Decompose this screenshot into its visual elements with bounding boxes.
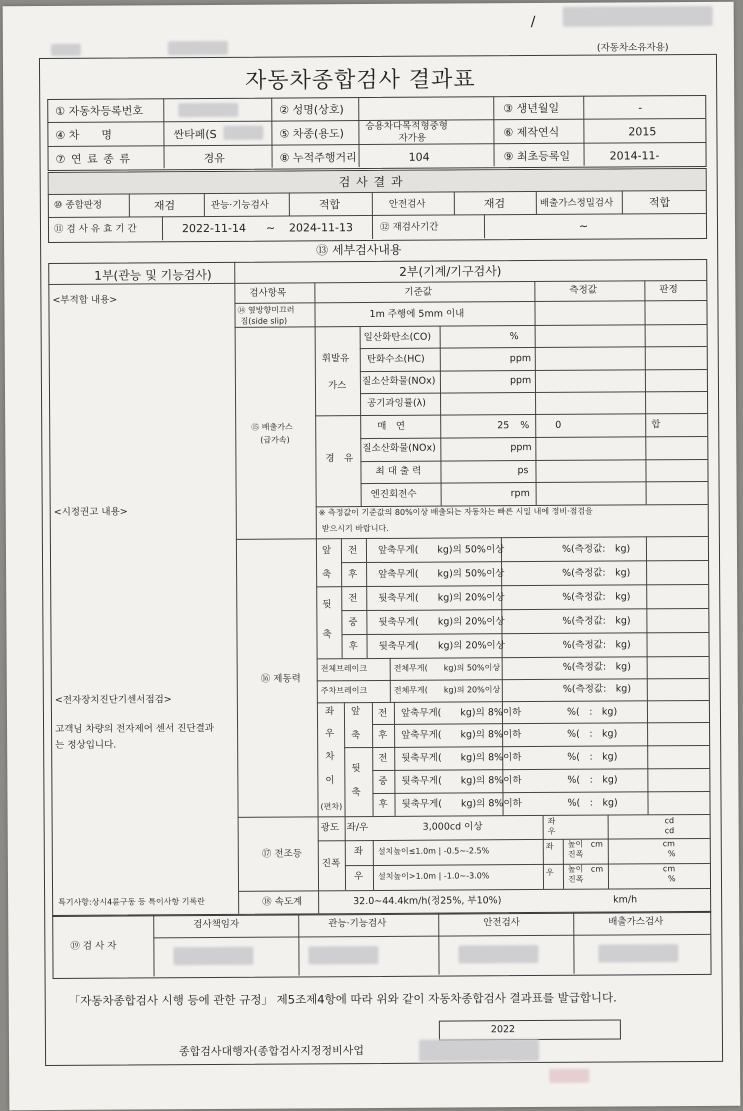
- brake-std-3: 뒷축무게( kg)의 20%이상: [378, 592, 505, 604]
- mileage-label: ⑧ 누적주행거리: [279, 151, 357, 165]
- gasoline-label-1: 휘발유: [321, 353, 350, 365]
- birth-label: ③ 생년월일: [503, 101, 560, 116]
- issue-year: 2022: [490, 1024, 516, 1036]
- headlamp-cm-2: cm: [590, 864, 604, 874]
- redacted-signature: [458, 945, 538, 963]
- emission-label-2: (급가속): [260, 435, 290, 445]
- brake-meas-2: %(측정값: kg): [562, 567, 631, 579]
- brake-pos-2: 후: [348, 569, 358, 581]
- brake-std-4: 뒷축무게( kg)의 20%이상: [378, 616, 505, 628]
- air-label: 공기과잉률(λ): [367, 397, 427, 410]
- headlamp-left: 좌: [353, 846, 364, 858]
- headlamp-cd-1: cd: [664, 816, 675, 826]
- result-header: 검 사 결 과: [338, 174, 404, 190]
- headlamp-lum: 광도: [320, 822, 340, 834]
- diff-pos-1: 전: [377, 707, 388, 719]
- brake-meas-4: %(측정값: kg): [562, 615, 631, 627]
- park-brake-label: 주차브레이크: [320, 686, 368, 696]
- first-reg-value: 2014-11-: [609, 149, 660, 163]
- diff-meas-2: %( : kg): [567, 728, 618, 740]
- inspection-result-document: [3, 2, 741, 1110]
- total-brake-label: 전체브레이크: [320, 664, 368, 674]
- diff-meas-3: %( : kg): [567, 751, 618, 763]
- nox2-unit: ppm: [510, 442, 532, 454]
- ecu-heading: <전자장치진단기센서점검>: [54, 694, 172, 706]
- diff-pos-3: 전: [378, 752, 388, 764]
- function-value: 적합: [318, 198, 341, 212]
- inspector-label: ⑲ 검 사 자: [70, 940, 117, 952]
- co-unit: %: [509, 331, 519, 343]
- headlamp-lum-std: 3,000cd 이상: [422, 821, 483, 833]
- overall-label: ⑩ 종합판정: [53, 199, 103, 211]
- nox1-unit: ppm: [509, 375, 532, 387]
- headlamp-std-left: 설치높이≤1.0m | -0.5~-2.5%: [377, 846, 490, 856]
- nonconform-heading: <부적합 내용>: [52, 294, 118, 306]
- smoke-judge: 합: [651, 419, 661, 431]
- total-brake-meas: %(측정값: kg): [562, 661, 631, 673]
- year-value: 2015: [628, 125, 657, 139]
- inspector-func: 관능·기능검사: [328, 917, 387, 930]
- headlamp-amp-1: 진폭: [567, 849, 584, 859]
- headlamp-std-right: 설치높이>1.0m | -1.0~-3.0%: [377, 871, 490, 881]
- valid-from: 2022-11-14: [181, 221, 246, 236]
- brake-pos-1: 전: [347, 545, 358, 557]
- total-brake-std: 전체무게( kg)의 50%이상: [393, 663, 501, 673]
- brake-meas-5: %(측정값: kg): [562, 639, 631, 651]
- brake-pos-3: 전: [348, 593, 358, 605]
- diff-pos-5: 후: [378, 798, 388, 810]
- redacted-reg-no: [178, 103, 238, 117]
- diff-std-1: 앞축무게( kg)의 8%이하: [400, 707, 522, 719]
- document-title: 자동차종합검사 결과표: [245, 67, 476, 94]
- speedo-std: 32.0~44.4km/h(정25%, 부10%): [353, 895, 502, 908]
- fuel-value: 경유: [203, 151, 225, 166]
- part1-title: 1부(관능 및 기능검사): [94, 267, 212, 283]
- emission-note-1: ※ 측정값이 기준값의 80%이상 배출되는 자동차는 빠른 시일 내에 정비·점검을: [318, 506, 593, 518]
- side-slip-label-2: 짐(side slip): [240, 316, 288, 326]
- emission-label-1: ⑮ 배출가스: [251, 422, 293, 432]
- headlamp-label: ⑰ 전조등: [261, 848, 302, 860]
- brake-rear-1: 뒷: [322, 599, 332, 611]
- brake-pos-5: 후: [348, 641, 358, 653]
- diff-std-2: 앞축무게( kg)의 8%이하: [401, 729, 522, 741]
- diff-meas-4: %( : kg): [567, 774, 618, 786]
- side-slip-std: 1m 주행에 5mm 이내: [369, 308, 465, 321]
- redacted-mark: [563, 6, 713, 27]
- redacted-model: [223, 126, 263, 140]
- smoke-unit: %: [520, 420, 530, 432]
- headlamp-lr-c: 좌: [545, 841, 554, 851]
- headlamp-lum-lr: 좌/우: [346, 822, 369, 834]
- headlamp-right: 우: [353, 871, 364, 883]
- headlamp-cm-3: cm: [662, 839, 675, 849]
- brake-std-2: 앞축무게( kg)의 50%이상: [378, 568, 505, 580]
- type-value-1: 승용차다목적형중형: [365, 120, 449, 133]
- recheck-value: ~: [578, 219, 589, 233]
- brake-rear-2: 축: [322, 629, 332, 641]
- redacted-signature: [308, 946, 378, 964]
- headlamp-amp-2: 진폭: [567, 874, 584, 884]
- valid-label: ⑪ 검 사 유 효 기 간: [53, 223, 137, 235]
- headlamp-cm-1: cm: [590, 839, 603, 849]
- inspector-lead: 검사책임자: [193, 918, 240, 931]
- brake-front-1: 앞: [321, 545, 332, 557]
- brake-std-1: 앞축무게( kg)의 50%이상: [377, 544, 505, 556]
- diff-front-2: 축: [351, 730, 361, 742]
- brake-label: ⑯ 제동력: [260, 673, 301, 685]
- smoke-label: 매 연: [377, 420, 406, 432]
- speedo-label: ⑱ 속도계: [262, 896, 303, 908]
- rpm-label: 엔진회전수: [370, 488, 417, 501]
- diff-pos-2: 후: [378, 729, 388, 741]
- col-item: 검사항목: [249, 287, 287, 299]
- redacted-issuer: [419, 1039, 539, 1062]
- redacted-signature: [598, 944, 678, 962]
- owner-note: (자동차소유자용): [596, 42, 669, 54]
- brake-front-2: 축: [322, 569, 332, 581]
- col-meas: 측정값: [569, 284, 597, 296]
- detail-header: ⑬ 세부검사내용: [316, 242, 402, 258]
- headlamp-dir: 진폭: [321, 858, 341, 870]
- park-brake-meas: %(측정값: kg): [562, 683, 632, 695]
- headlamp-lr-b: 우: [547, 826, 556, 836]
- birth-value: -: [638, 101, 643, 115]
- speedo-unit: km/h: [613, 894, 638, 906]
- valid-sep: ~: [265, 221, 276, 235]
- overall-value: 재검: [153, 199, 176, 213]
- power-unit: ps: [517, 465, 529, 477]
- diff-label-2: 우: [325, 728, 335, 740]
- name-label: ② 성명(상호): [279, 103, 344, 117]
- advice-heading: <시정권고 내용>: [53, 506, 128, 518]
- mileage-value: 104: [408, 150, 430, 164]
- diff-rear-1: 뒷: [351, 763, 361, 775]
- col-judge: 판정: [659, 284, 678, 296]
- park-brake-std: 전체무게( kg)의 20%이상: [393, 685, 501, 695]
- fuel-label: ⑦ 연 료 종 류: [55, 152, 131, 166]
- headlamp-pct-2: %: [667, 874, 676, 884]
- first-reg-label: ⑨ 최초등록일: [503, 149, 571, 164]
- col-std: 기준값: [404, 286, 432, 298]
- emission-note-2: 받으시기 바랍니다.: [321, 523, 389, 534]
- safety-value: 재검: [483, 197, 506, 211]
- brake-meas-3: %(측정값: kg): [562, 591, 631, 603]
- top-mark: /: [530, 13, 536, 31]
- rpm-unit: rpm: [510, 488, 530, 500]
- info-table: [47, 95, 706, 171]
- issuer-name: 종합검사대행자(종합검사지정정비사업: [178, 1044, 364, 1059]
- issue-date-box: [439, 1019, 621, 1040]
- redacted-signature: [173, 947, 253, 965]
- type-value-2: 자가용: [398, 132, 427, 144]
- headlamp-pct-1: %: [667, 849, 676, 859]
- side-slip-label-1: ⑭ 옆방향미끄러: [237, 305, 295, 315]
- issuance-statement: 「자동차종합검사 시행 등에 관한 규정」 제5조제4항에 따라 위와 같이 자동차종합검사 결과표를 발급합니다.: [68, 990, 617, 1008]
- brake-pos-4: 중: [348, 617, 358, 629]
- model-value: 싼타페(S: [173, 127, 217, 142]
- ecu-text-1: 고객님 차량의 전자제어 센서 진단결과: [55, 722, 215, 735]
- nox1-label: 질소산화물(NOx): [361, 375, 436, 388]
- stamp-mark: [549, 1069, 589, 1083]
- diff-meas-5: %( : kg): [567, 797, 618, 809]
- nox2-label: 질소산화물(NOx): [362, 442, 436, 455]
- power-label: 최 대 출 력: [375, 465, 422, 477]
- hc-unit: ppm: [509, 353, 532, 365]
- function-label: 관능·기능검사: [210, 199, 269, 211]
- model-label: ④ 차 명: [55, 128, 113, 142]
- brake-std-5: 뒷축무게( kg)의 20%이상: [378, 640, 505, 652]
- redacted-mark: [51, 44, 81, 56]
- diesel-label: 경 유: [325, 453, 354, 465]
- headlamp-lr-a: 좌: [547, 816, 556, 826]
- type-label: ⑤ 차종(용도): [279, 127, 344, 141]
- diff-front-1: 앞: [350, 706, 361, 718]
- valid-to: 2024-11-13: [288, 221, 353, 235]
- redacted-mark: [168, 41, 228, 55]
- emission-label: 배출가스정밀검사: [539, 197, 614, 209]
- diff-std-3: 뒷축무게( kg)의 8%이하: [401, 752, 522, 764]
- brake-meas-1: %(측정값: kg): [561, 543, 631, 555]
- diff-label-3: 차: [325, 751, 335, 763]
- gasoline-label-2: 가스: [327, 380, 347, 392]
- co-label: 일산화탄소(CO): [363, 331, 432, 344]
- reg-no-label: ① 자동차등록번호: [55, 104, 144, 118]
- diff-rear-2: 축: [351, 787, 361, 799]
- inspector-safety: 안전검사: [483, 917, 520, 929]
- recheck-label: ⑫ 재검사기간: [379, 221, 439, 233]
- diff-std-4: 뒷축무게( kg)의 8%이하: [401, 775, 522, 787]
- diff-label-5: (편차): [320, 802, 343, 812]
- headlamp-lr-d: 우: [545, 867, 554, 877]
- special-note: 특기사항:상시4륜구동 등 특이사항 기록란: [58, 897, 205, 907]
- diff-std-5: 뒷축무게( kg)의 8%이하: [401, 798, 522, 810]
- diff-label-1: 좌: [324, 706, 335, 718]
- smoke-meas: 0: [555, 419, 562, 431]
- ecu-text-2: 는 정상입니다.: [55, 739, 117, 751]
- diff-label-4: 이: [325, 775, 335, 787]
- headlamp-height-2: 높이: [567, 864, 584, 874]
- safety-label: 안전검사: [388, 198, 426, 210]
- part2-title: 2부(기계/기구검사): [399, 264, 502, 279]
- emission-value: 적합: [648, 196, 671, 210]
- headlamp-height-1: 높이: [567, 839, 584, 849]
- inspector-emission: 배출가스검사: [608, 916, 664, 928]
- diff-pos-4: 중: [378, 775, 388, 787]
- hc-label: 탄화수소(HC): [366, 353, 425, 366]
- diff-meas-1: %( : kg): [566, 706, 618, 718]
- headlamp-cm-4: cm: [662, 864, 676, 874]
- headlamp-cd-2: cd: [664, 826, 675, 836]
- smoke-std: 25: [497, 420, 510, 432]
- year-label: ⑥ 제작연식: [503, 125, 560, 140]
